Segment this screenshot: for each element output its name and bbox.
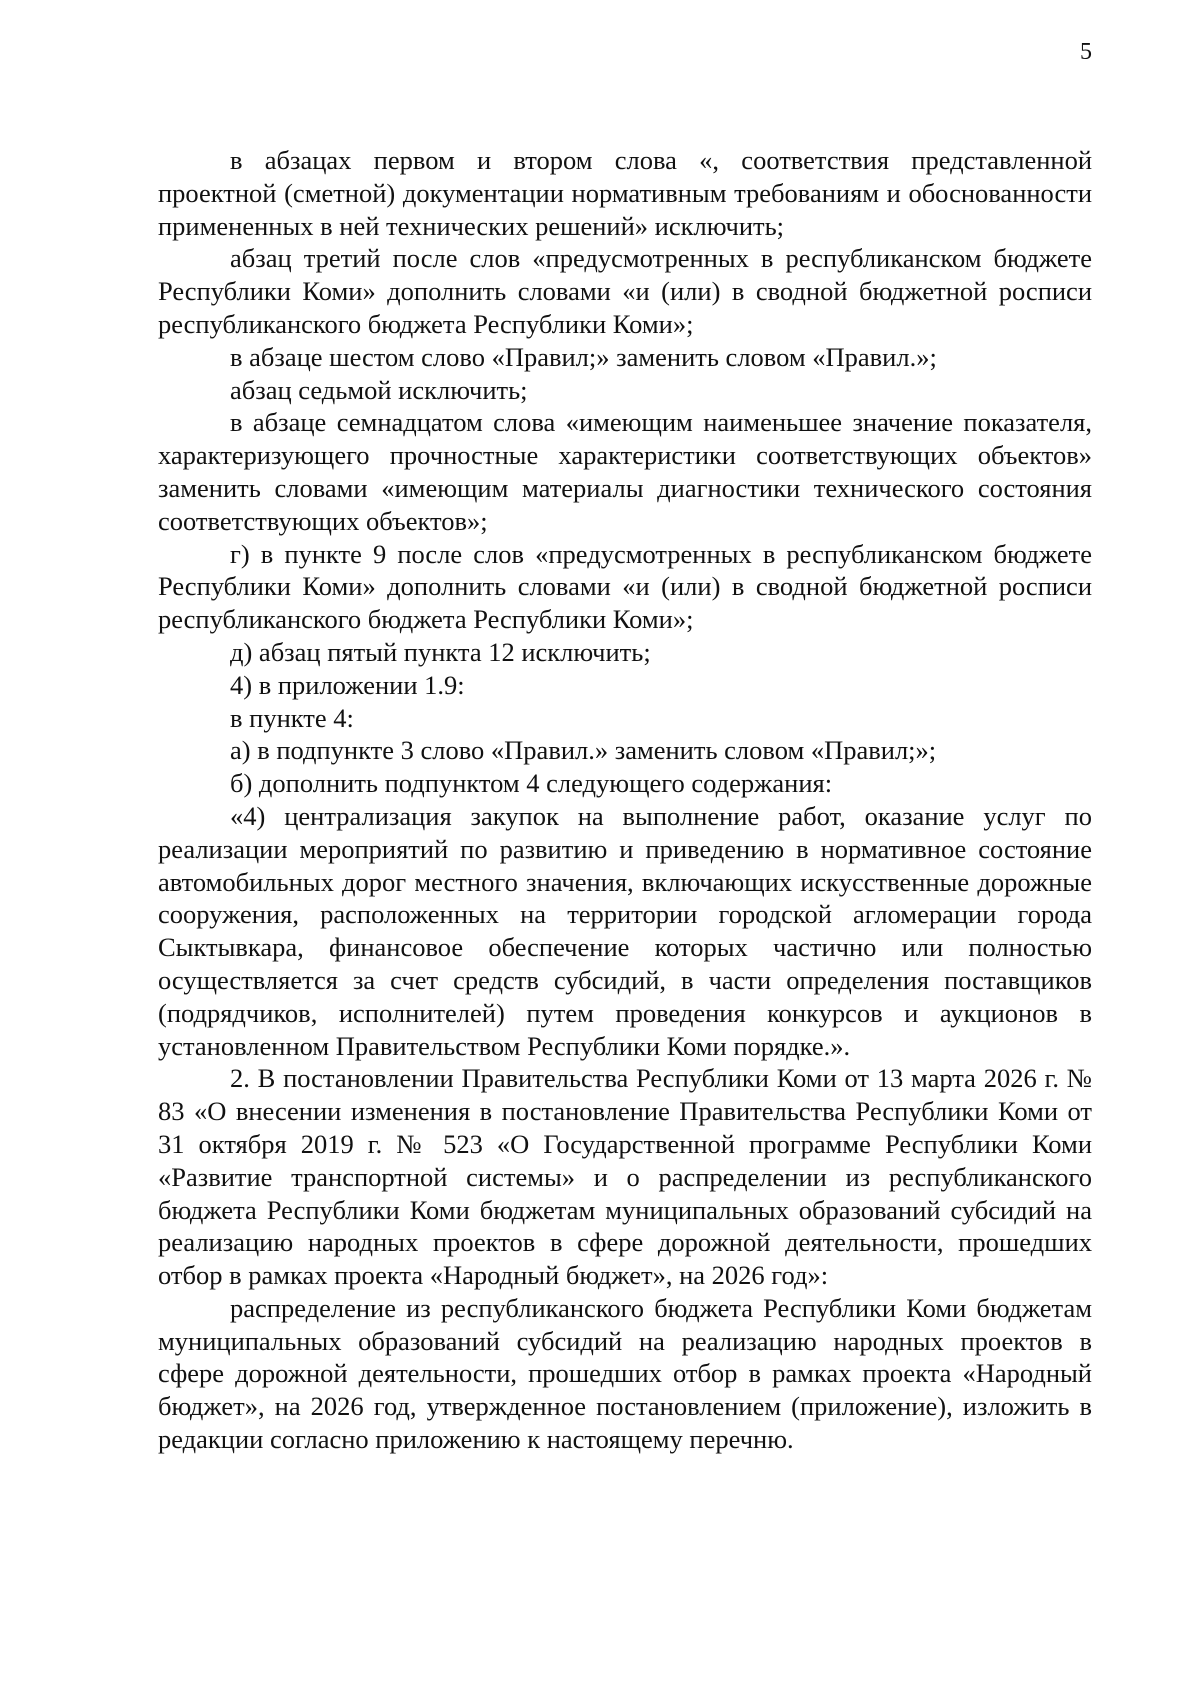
paragraph-6: г) в пункте 9 после слов «предусмотренных в республиканском бюджете Республики Коми» дополнить словами «и (или) в сводной бюджетной росписи республиканского бюджета Республики Коми»; [158,538,1092,635]
paragraph-3: в абзаце шестом слово «Правил;» заменить словом «Правил.»; [230,341,937,372]
paragraph-5: в абзаце семнадцатом слова «имеющим наименьшее значение показателя, характеризующего прочностные характеристики соответствующих объектов» заменить словами «имеющим материалы диагностики технического состояния соответствующих объектов»; [158,407,1092,536]
document-body [158,144,1092,1456]
paragraph-1: в абзацах первом и втором слова «, соответствия представленной проектной (сметной) документации нормативным требованиям и обоснованности примененных в ней технических решений» исключить; [158,145,1092,241]
paragraph-2: абзац третий после слов «предусмотренных в республиканском бюджете Республики Коми» дополнить словами «и (или) в сводной бюджетной росписи республиканского бюджета Республики Коми»; [158,243,1092,339]
paragraph-10: а) в подпункте 3 слово «Правил.» заменить словом «Правил;»; [230,735,937,766]
paragraph-11: б) дополнить подпунктом 4 следующего содержания: [230,768,833,799]
paragraph-14: распределение из республиканского бюджета Республики Коми бюджетам муниципальных образований субсидий на реализацию народных проектов в сфере дорожной деятельности, прошедших отбор в рамках проекта «Народный бюджет», на 2026 год, утвержденное постановлением (приложение), изложить в редакции согласно приложению к настоящему перечню. [158,1292,1092,1455]
paragraph-7: д) абзац пятый пункта 12 исключить; [230,636,651,667]
paragraph-12: «4) централизация закупок на выполнение работ, оказание услуг по реализации мероприятий по развитию и приведению в нормативное состояние автомобильных дорог местного значения, включающих искусственные дорожные сооружения, расположенных на территории городской агломерации города Сыктывкара, финансовое обеспечение которых частично или полностью осуществляется за счет средств субсидий, в части определения поставщиков (подрядчиков, исполнителей) путем проведения конкурсов и аукционов в установленном Правительством Республики Коми порядке.». [158,800,1092,1061]
paragraph-13: 2. В постановлении Правительства Республики Коми от 13 марта 2026 г. № 83 «О внесении изменения в постановление Правительства Республики Коми от 31 октября 2019 г. № 523 «О Государственной программе Республики Коми «Развитие транспортной системы» и о распределении из республиканского бюджета Республики Коми бюджетам муниципальных образований субсидий на реализацию народных проектов в сфере дорожной деятельности, прошедших отбор в рамках проекта «Народный бюджет», на 2026 год»: [158,1063,1092,1291]
paragraph-8: 4) в приложении 1.9: [230,669,465,700]
page-number: 5 [1080,39,1092,65]
paragraph-4: абзац седьмой исключить; [230,374,528,405]
paragraph-9: в пункте 4: [230,702,354,733]
